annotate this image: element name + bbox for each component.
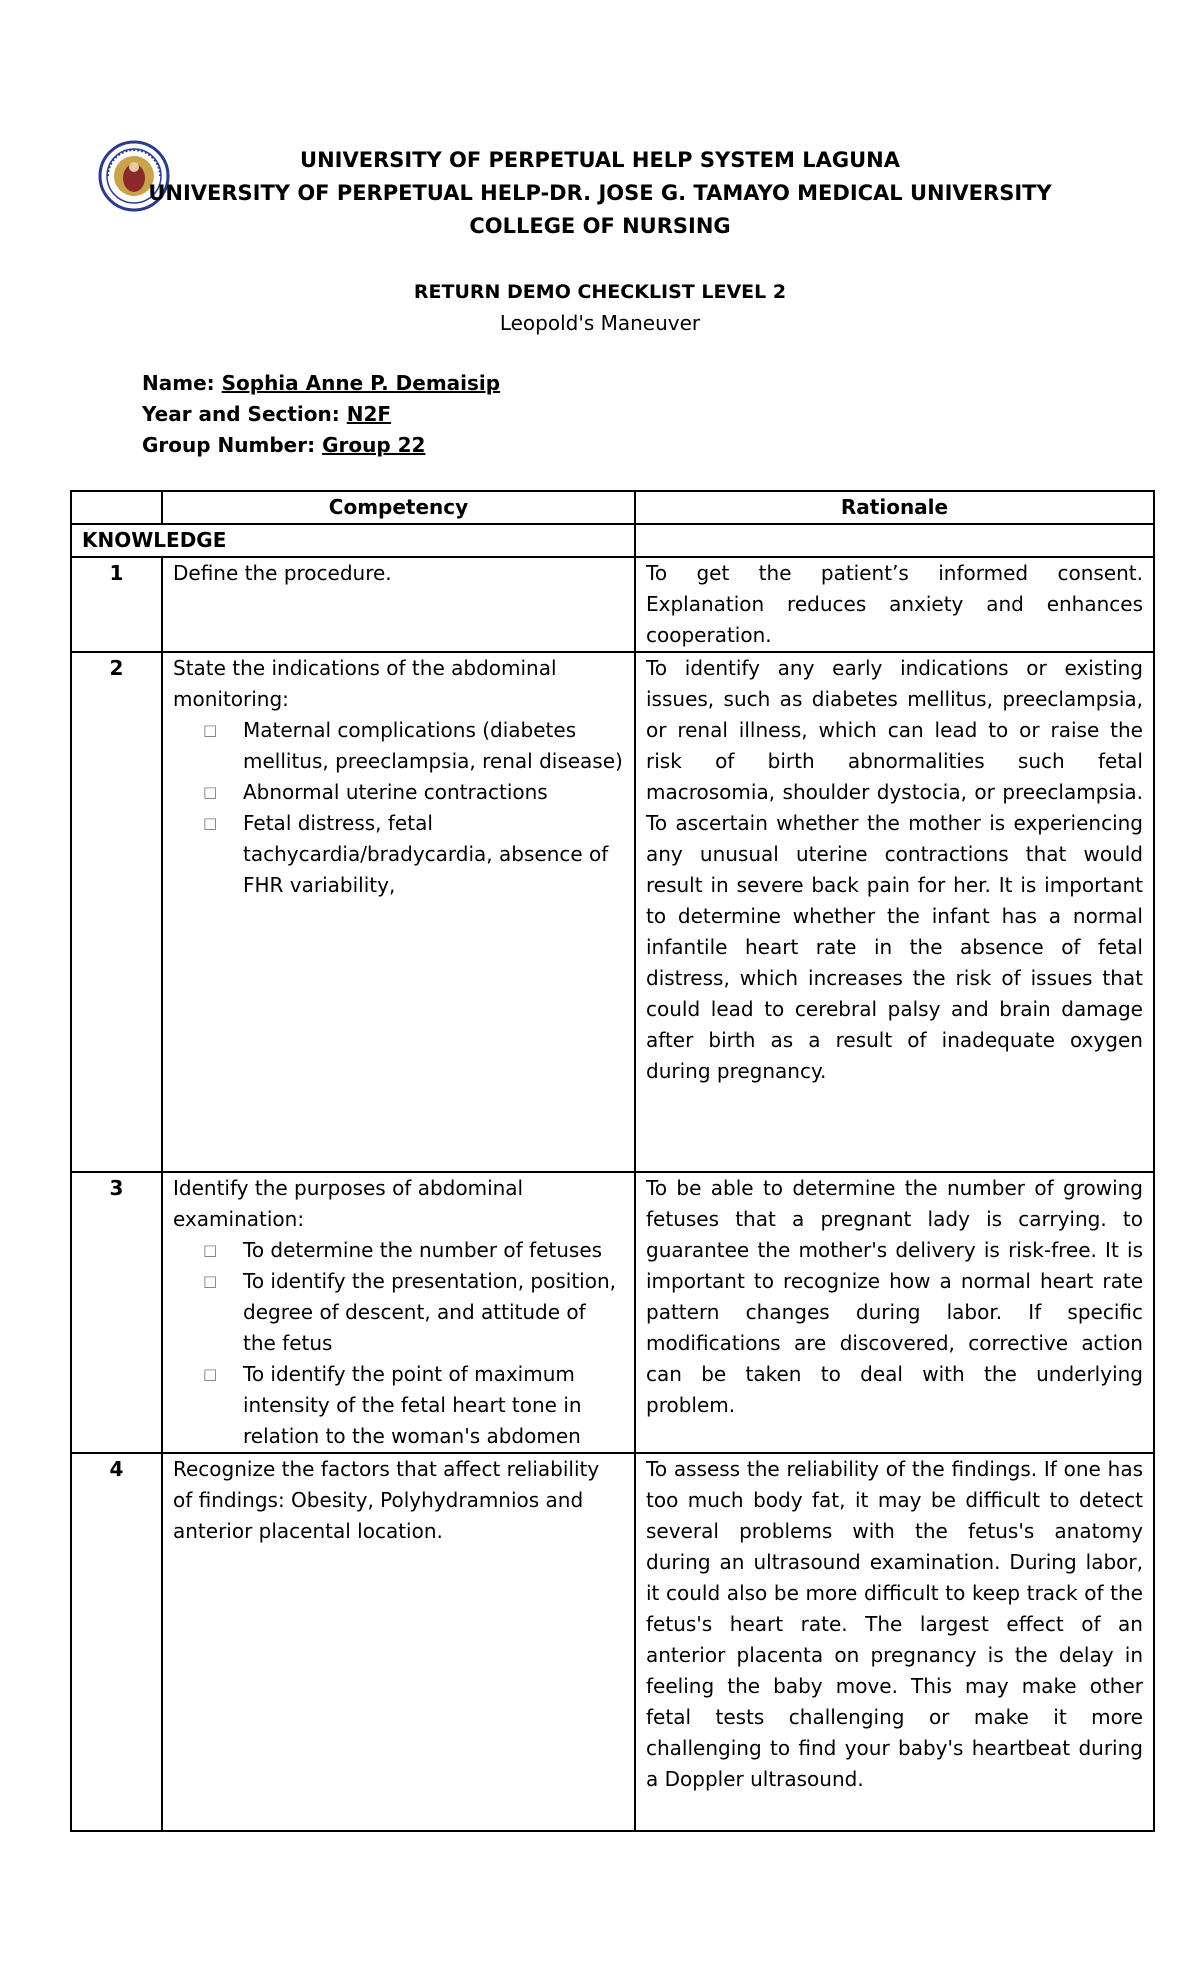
competency-cell — [162, 1453, 635, 1831]
competency-cell — [162, 1172, 635, 1453]
row-number: 1 — [71, 557, 162, 652]
list-item: □ To determine the number of fetuses — [203, 1235, 624, 1266]
competency-text: State the indications of the abdominal monitoring: — [173, 656, 557, 711]
student-info — [142, 368, 500, 461]
group-label: Group Number: — [142, 433, 323, 457]
table-row — [71, 1453, 1154, 1831]
row-number: 3 — [71, 1172, 162, 1453]
name-label: Name: — [142, 371, 222, 395]
group-value: Group 22 — [322, 433, 426, 457]
table-row — [71, 1172, 1154, 1453]
row-number: 2 — [71, 652, 162, 1172]
name-row — [142, 368, 500, 399]
list-item: □ To identify the point of maximum intensity of the fetal heart tone in relation to the woman's abdomen — [203, 1359, 624, 1452]
section-empty-cell — [635, 524, 1154, 557]
list-item: □ To identify the presentation, position, degree of descent, and attitude of the fetus — [203, 1266, 624, 1359]
header-line-3: COLLEGE OF NURSING — [469, 214, 731, 238]
checklist-subtitle: Leopold's Maneuver — [499, 311, 701, 335]
year-section-row — [142, 399, 500, 430]
year-section-value: N2F — [346, 402, 392, 426]
competency-text: Identify the purposes of abdominal examination: — [173, 1176, 524, 1231]
competency-cell — [162, 652, 635, 1172]
table-row — [71, 557, 1154, 652]
checkbox-bullet-icon: □ — [203, 814, 218, 832]
section-row — [71, 524, 1154, 557]
table-row — [71, 652, 1154, 1172]
competency-cell — [162, 557, 635, 652]
year-section-label: Year and Section: — [142, 402, 347, 426]
list-item: □ Fetal distress, fetal tachycardia/bradycardia, absence of FHR variability, — [203, 808, 624, 901]
section-label: KNOWLEDGE — [71, 524, 635, 557]
checkbox-bullet-icon: □ — [203, 1272, 218, 1290]
checkbox-bullet-icon: □ — [203, 1365, 218, 1383]
list-item: □ Abnormal uterine contractions — [203, 777, 624, 808]
checklist-table — [70, 490, 1155, 1832]
group-row — [142, 430, 500, 461]
competency-text: Define the procedure. — [173, 561, 392, 585]
checkbox-bullet-icon: □ — [203, 1241, 218, 1259]
header-rationale: Rationale — [635, 491, 1154, 524]
rationale-cell: To assess the reliability of the findings. If one has too much body fat, it may be difficult to detect several problems with the fetus's anatomy during an ultrasound examination. During labor, it could also be more difficult to keep track of the fetus's heart rate. The largest effect of an anterior placenta on pregnancy is the delay in feeling the baby move. This may make other fetal tests challenging or make it more challenging to find your baby's heartbeat during a Doppler ultrasound. — [635, 1453, 1154, 1831]
rationale-cell: To get the patient’s informed consent. Explanation reduces anxiety and enhances cooperation. — [635, 557, 1154, 652]
purpose-list — [173, 1235, 624, 1452]
table-header-row — [71, 491, 1154, 524]
institution-header — [0, 144, 1200, 243]
competency-text: Recognize the factors that affect reliability of findings: Obesity, Polyhydramnios and anterior placental location. — [173, 1457, 600, 1543]
header-number-cell — [71, 491, 162, 524]
checklist-title: RETURN DEMO CHECKLIST LEVEL 2 — [413, 281, 787, 303]
student-name: Sophia Anne P. Demaisip — [221, 371, 501, 395]
rationale-cell: To be able to determine the number of growing fetuses that a pregnant lady is carrying. to guarantee the mother's delivery is risk-free. It is important to recognize how a normal heart rate pattern changes during labor. If specific modifications are discovered, corrective action can be taken to deal with the underlying problem. — [635, 1172, 1154, 1453]
checkbox-bullet-icon: □ — [203, 721, 218, 739]
list-item: □ Maternal complications (diabetes mellitus, preeclampsia, renal disease) — [203, 715, 624, 777]
row-number: 4 — [71, 1453, 162, 1831]
indication-list — [173, 715, 624, 901]
header-competency: Competency — [162, 491, 635, 524]
header-line-2: UNIVERSITY OF PERPETUAL HELP-DR. JOSE G. TAMAYO MEDICAL UNIVERSITY — [148, 181, 1052, 205]
rationale-cell: To identify any early indications or existing issues, such as diabetes mellitus, preeclampsia, or renal illness, which can lead to or raise the risk of birth abnormalities such fetal macrosomia, shoulder dystocia, or preeclampsia. To ascertain whether the mother is experiencing any unusual uterine contractions that would result in severe back pain for her. It is important to determine whether the infant has a normal infantile heart rate in the absence of fetal distress, which increases the risk of issues that could lead to cerebral palsy and brain damage after birth as a result of inadequate oxygen during pregnancy. — [635, 652, 1154, 1172]
header-line-1: UNIVERSITY OF PERPETUAL HELP SYSTEM LAGUNA — [300, 148, 900, 172]
checkbox-bullet-icon: □ — [203, 783, 218, 801]
